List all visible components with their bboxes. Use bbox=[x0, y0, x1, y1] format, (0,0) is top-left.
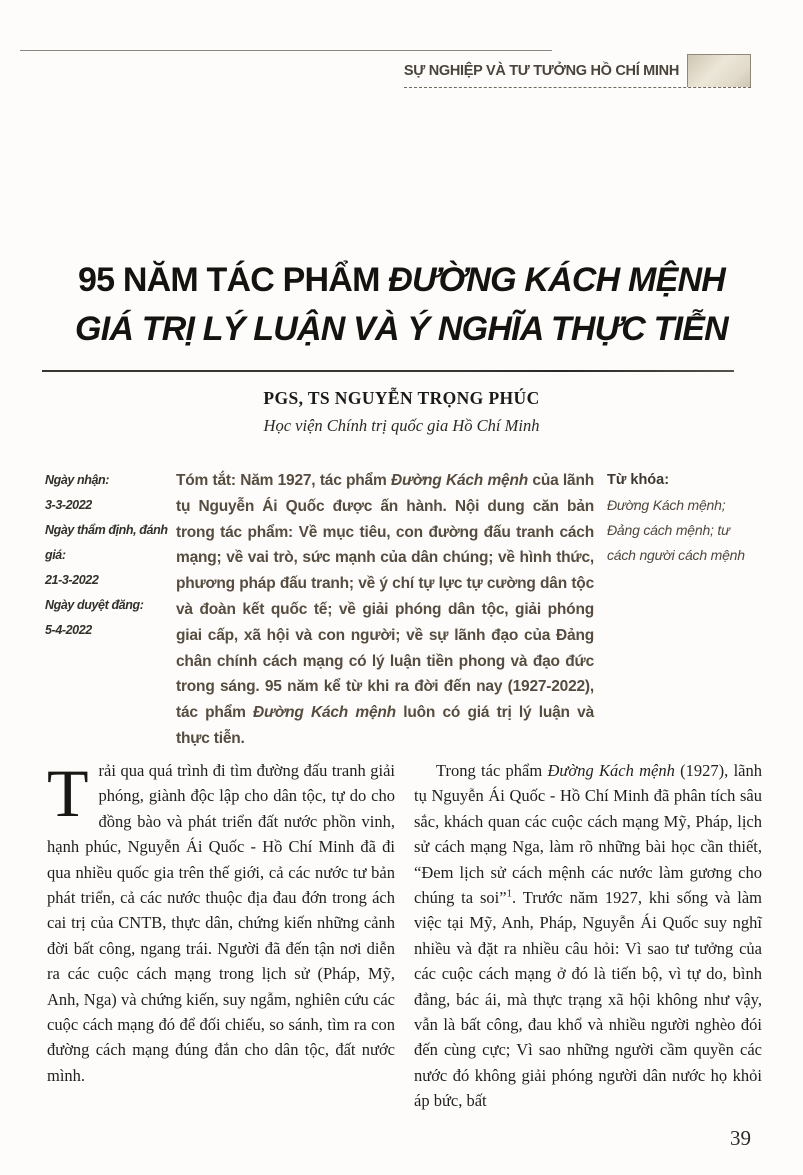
article-title-line1: 95 NĂM TÁC PHẨM ĐƯỜNG KÁCH MỆNH bbox=[78, 261, 725, 299]
dropcap: T bbox=[47, 755, 89, 831]
meta-row bbox=[45, 468, 760, 752]
article-title-line2: GIÁ TRỊ LÝ LUẬN VÀ Ý NGHĨA THỰC TIỄN bbox=[75, 310, 728, 348]
title-rule bbox=[42, 370, 734, 372]
abstract-paragraph: Tóm tắt: Năm 1927, tác phẩm Đường Kách mệnh của lãnh tụ Nguyễn Ái Quốc được ấn hành. Nội dung căn bản trong tác phẩm: Về mục tiêu, con đường đấu tranh cách mạng; về vai trò, sức mạnh của dân chúng; về hình thức, phương pháp đấu tranh; về ý chí tự lực tự cường dân tộc và đoàn kết quốc tế; về giải phóng dân tộc, giải phóng giai cấp, xã hội và con người; về sự lãnh đạo của Đảng chân chính cách mạng có lý luận tiền phong và đạo đức trong sáng. 95 năm kể từ khi ra đời đến nay (1927-2022), tác phẩm Đường Kách mệnh luôn có giá trị lý luận và thực tiễn. bbox=[176, 472, 594, 747]
date-reviewed-label: Ngày thẩm định, đánh giá: bbox=[45, 523, 168, 562]
page-number: 39 bbox=[730, 1126, 751, 1150]
body-column-left bbox=[47, 755, 395, 1114]
author-block bbox=[45, 388, 758, 436]
date-approved-value: 5-4-2022 bbox=[45, 623, 92, 637]
date-received-label: Ngày nhận: bbox=[45, 473, 110, 487]
date-reviewed-value: 21-3-2022 bbox=[45, 573, 99, 587]
date-received-value: 3-3-2022 bbox=[45, 498, 92, 512]
body-paragraph-right: Trong tác phẩm Đường Kách mệnh (1927), lãnh tụ Nguyễn Ái Quốc - Hồ Chí Minh đã phân tích sâu sắc, khách quan các cuộc cách mạng Mỹ, Pháp, lịch sử cách mạng Nga, làm rõ những bài học cần thiết, “Đem lịch sử cách mệnh các nước làm gương cho chúng ta soi”$^1$. Trước năm 1927, khi sống và làm việc tại Mỹ, Anh, Pháp, Nguyễn Ái Quốc suy nghĩ nhiều và đặt ra nhiều câu hỏi: Vì sao tư tưởng của các cuộc cách mạng ở đó là tiến bộ, vì tự do, bình đẳng, bác ái, mà thực trạng xã hội không như vậy, vẫn là bất công, đau khổ và nhiều người nghèo đói đến cùng cực; Vì sao những người cầm quyền các nước đó không giải phóng người dân nước họ khỏi áp bức, bất bbox=[414, 761, 763, 1111]
top-rule bbox=[20, 50, 552, 51]
keywords-label: Từ khóa: bbox=[607, 472, 670, 488]
body-columns bbox=[47, 755, 763, 1114]
article-title bbox=[45, 256, 758, 354]
keywords-block bbox=[607, 468, 760, 752]
header-tab-swatch bbox=[687, 54, 751, 87]
author-affiliation: Học viện Chính trị quốc gia Hồ Chí Minh bbox=[263, 416, 540, 435]
keywords-text: Đường Kách mệnh; Đảng cách mệnh; tư cách người cách mệnh bbox=[607, 497, 745, 563]
page-header bbox=[404, 54, 751, 88]
body-column-right bbox=[414, 758, 762, 1114]
section-title: SỰ NGHIỆP VÀ TƯ TƯỞNG HỒ CHÍ MINH bbox=[403, 63, 679, 79]
date-approved-label: Ngày duyệt đăng: bbox=[45, 598, 144, 612]
body-paragraph-left: Trải qua quá trình đi tìm đường đấu tranh giải phóng, giành độc lập cho dân tộc, tự do cho đồng bào và phát triển đất nước phồn vinh, hạnh phúc, Nguyễn Ái Quốc - Hồ Chí Minh đã đi qua nhiều quốc gia trên thế giới, cả các nước tư bản phát triển, cả các nước thuộc địa đau đớn trong ách cai trị của CNTB, thực dân, chứng kiến những cảnh đời bất công, ngang trái. Người đã đến tận nơi diễn ra các cuộc cách mạng trong lịch sử (Pháp, Mỹ, Anh, Nga) và chứng kiến, suy ngẫm, nghiên cứu các cuộc cách mạng đó để đối chiếu, so sánh, tìm ra con đường cách mạng đúng đắn cho dân tộc, đất nước mình. bbox=[47, 755, 395, 1085]
dates-column bbox=[45, 468, 173, 752]
author-name: PGS, TS NGUYỄN TRỌNG PHÚC bbox=[263, 388, 540, 408]
